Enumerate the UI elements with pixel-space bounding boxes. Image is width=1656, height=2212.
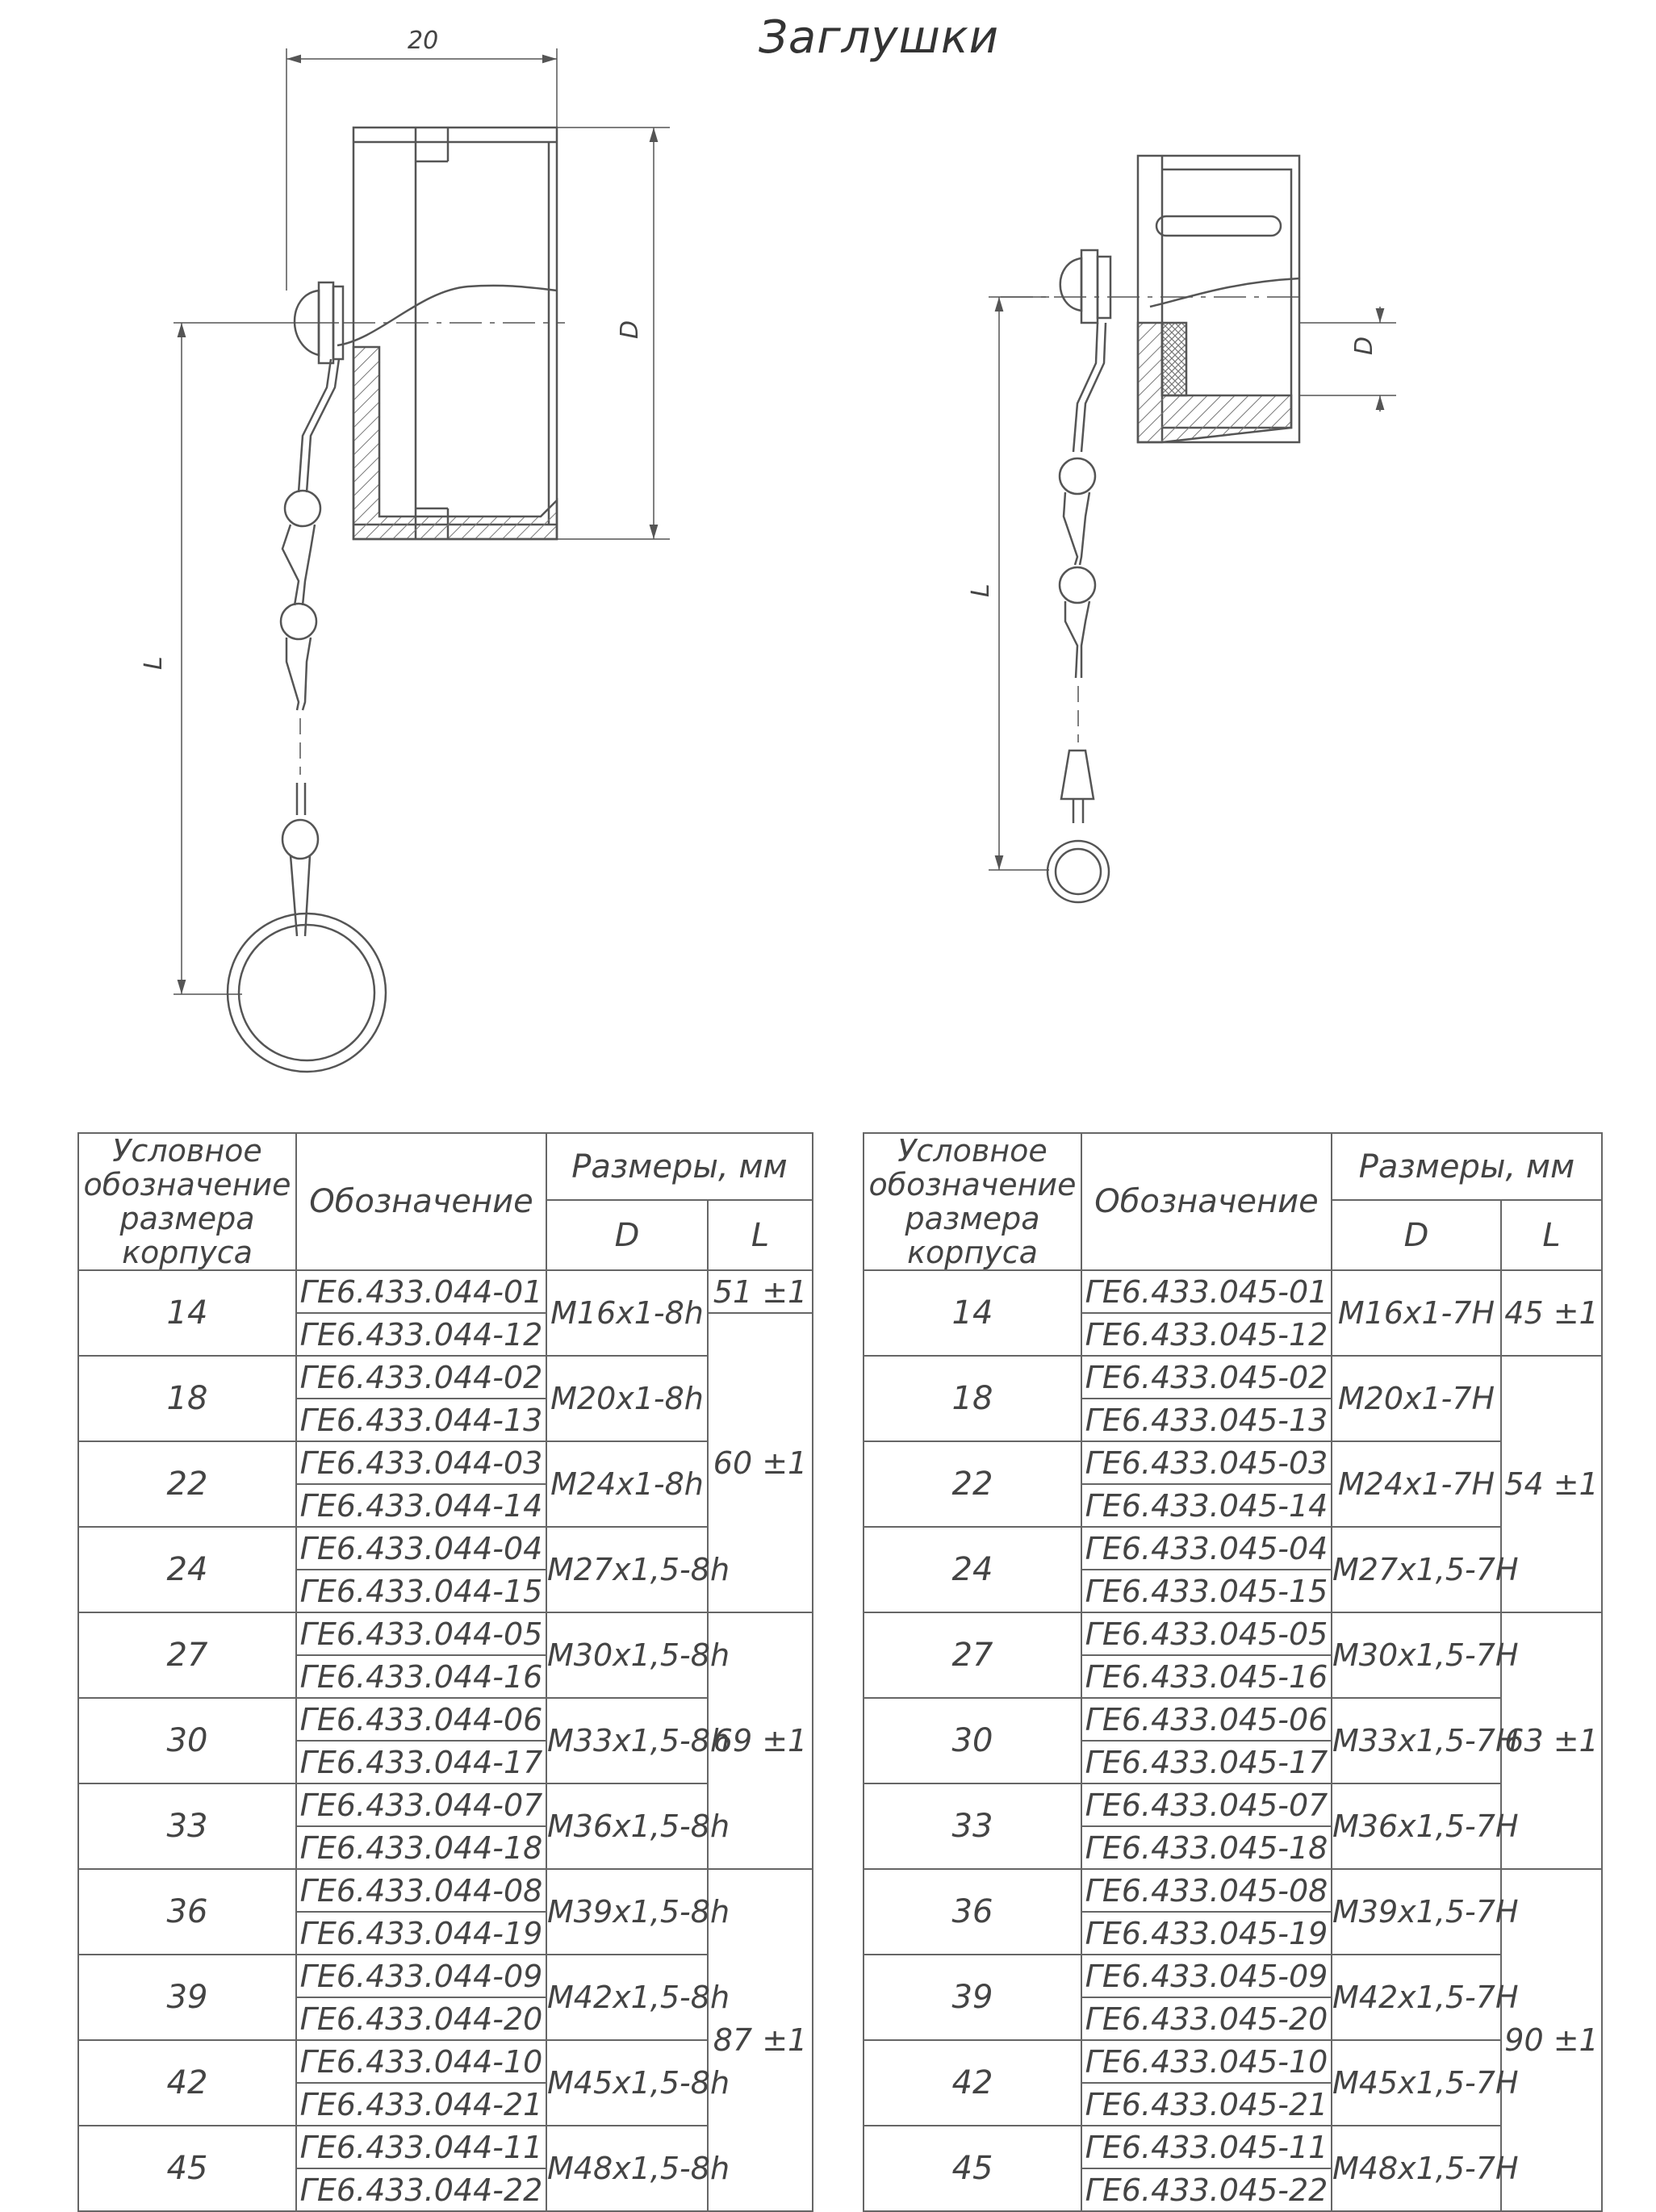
length-cell: 45 ±1 <box>1501 1270 1602 1356</box>
code-cell: ГЕ6.433.044-08 <box>296 1869 546 1912</box>
size-cell: 33 <box>864 1783 1081 1869</box>
code-cell: ГЕ6.433.045-06 <box>1081 1698 1332 1741</box>
code-cell: ГЕ6.433.045-19 <box>1081 1912 1332 1955</box>
header-size: Условное обозначение размера корпуса <box>78 1133 296 1270</box>
header-L: L <box>708 1200 813 1270</box>
thread-cell: M16x1-8h <box>546 1270 708 1356</box>
code-cell: ГЕ6.433.045-07 <box>1081 1783 1332 1826</box>
code-cell: ГЕ6.433.045-16 <box>1081 1655 1332 1698</box>
header-L: L <box>1501 1200 1602 1270</box>
size-cell: 14 <box>78 1270 296 1356</box>
dim-D-label-right: D <box>1350 336 1378 355</box>
size-cell: 18 <box>864 1356 1081 1441</box>
dim-L-label-right: L <box>967 583 995 597</box>
code-cell: ГЕ6.433.044-02 <box>296 1356 546 1399</box>
header-D: D <box>546 1200 708 1270</box>
size-cell: 45 <box>78 2126 296 2211</box>
code-cell: ГЕ6.433.044-21 <box>296 2083 546 2126</box>
code-cell: ГЕ6.433.044-18 <box>296 1826 546 1869</box>
thread-cell: M20x1-8h <box>546 1356 708 1441</box>
code-cell: ГЕ6.433.044-14 <box>296 1484 546 1527</box>
size-cell: 30 <box>78 1698 296 1783</box>
header-dimensions: Размеры, мм <box>546 1133 813 1200</box>
size-cell: 33 <box>78 1783 296 1869</box>
table-044-body <box>78 1270 813 2211</box>
size-cell: 30 <box>864 1698 1081 1783</box>
length-cell: 87 ±1 <box>708 1869 813 2211</box>
code-cell: ГЕ6.433.044-17 <box>296 1741 546 1783</box>
thread-cell: M39x1,5-8h <box>546 1869 708 1955</box>
size-cell: 39 <box>864 1955 1081 2040</box>
code-cell: ГЕ6.433.045-05 <box>1081 1612 1332 1655</box>
thread-cell: M24x1-7H <box>1332 1441 1501 1527</box>
code-cell: ГЕ6.433.044-09 <box>296 1955 546 1997</box>
size-cell: 42 <box>78 2040 296 2126</box>
code-cell: ГЕ6.433.044-05 <box>296 1612 546 1655</box>
thread-cell: M39x1,5-7H <box>1332 1869 1501 1955</box>
header-dimensions: Размеры, мм <box>1332 1133 1602 1200</box>
thread-cell: M36x1,5-8h <box>546 1783 708 1869</box>
size-cell: 24 <box>864 1527 1081 1612</box>
code-cell: ГЕ6.433.045-14 <box>1081 1484 1332 1527</box>
length-cell: 54 ±1 <box>1501 1356 1602 1612</box>
code-cell: ГЕ6.433.045-09 <box>1081 1955 1332 1997</box>
code-cell: ГЕ6.433.044-22 <box>296 2168 546 2211</box>
code-cell: ГЕ6.433.045-12 <box>1081 1313 1332 1356</box>
code-cell: ГЕ6.433.045-04 <box>1081 1527 1332 1570</box>
code-cell: ГЕ6.433.044-07 <box>296 1783 546 1826</box>
code-cell: ГЕ6.433.044-03 <box>296 1441 546 1484</box>
spec-table-045 <box>863 1132 1603 2212</box>
thread-cell: M16x1-7H <box>1332 1270 1501 1356</box>
thread-cell: M30x1,5-8h <box>546 1612 708 1698</box>
code-cell: ГЕ6.433.045-17 <box>1081 1741 1332 1783</box>
plug-left-drawing <box>174 48 670 1072</box>
code-cell: ГЕ6.433.045-10 <box>1081 2040 1332 2083</box>
code-cell: ГЕ6.433.044-01 <box>296 1270 546 1313</box>
code-cell: ГЕ6.433.044-13 <box>296 1399 546 1441</box>
code-cell: ГЕ6.433.045-18 <box>1081 1826 1332 1869</box>
dim-D-label-left: D <box>616 320 644 339</box>
code-cell: ГЕ6.433.045-22 <box>1081 2168 1332 2211</box>
thread-cell: M48x1,5-8h <box>546 2126 708 2211</box>
size-cell: 36 <box>78 1869 296 1955</box>
size-cell: 27 <box>864 1612 1081 1698</box>
thread-cell: M33x1,5-7H <box>1332 1698 1501 1783</box>
code-cell: ГЕ6.433.045-15 <box>1081 1570 1332 1612</box>
thread-cell: M33x1,5-8h <box>546 1698 708 1783</box>
header-D: D <box>1332 1200 1501 1270</box>
code-cell: ГЕ6.433.045-08 <box>1081 1869 1332 1912</box>
thread-cell: M45x1,5-7H <box>1332 2040 1501 2126</box>
code-cell: ГЕ6.433.045-01 <box>1081 1270 1332 1313</box>
code-cell: ГЕ6.433.044-11 <box>296 2126 546 2168</box>
code-cell: ГЕ6.433.044-19 <box>296 1912 546 1955</box>
thread-cell: M27x1,5-7H <box>1332 1527 1501 1612</box>
length-cell: 63 ±1 <box>1501 1612 1602 1869</box>
plug-right-drawing <box>989 156 1396 902</box>
code-cell: ГЕ6.433.044-16 <box>296 1655 546 1698</box>
length-cell: 90 ±1 <box>1501 1869 1602 2211</box>
code-cell: ГЕ6.433.045-03 <box>1081 1441 1332 1484</box>
code-cell: ГЕ6.433.044-12 <box>296 1313 546 1356</box>
thread-cell: M20x1-7H <box>1332 1356 1501 1441</box>
code-cell: ГЕ6.433.045-13 <box>1081 1399 1332 1441</box>
length-cell: 51 ±1 <box>708 1270 813 1313</box>
size-cell: 45 <box>864 2126 1081 2211</box>
code-cell: ГЕ6.433.044-15 <box>296 1570 546 1612</box>
code-cell: ГЕ6.433.045-20 <box>1081 1997 1332 2040</box>
code-cell: ГЕ6.433.044-10 <box>296 2040 546 2083</box>
size-cell: 14 <box>864 1270 1081 1356</box>
size-cell: 42 <box>864 2040 1081 2126</box>
header-designation: Обозначение <box>1081 1133 1332 1270</box>
thread-cell: M24x1-8h <box>546 1441 708 1527</box>
length-cell: 60 ±1 <box>708 1313 813 1612</box>
size-cell: 24 <box>78 1527 296 1612</box>
thread-cell: M27x1,5-8h <box>546 1527 708 1612</box>
size-cell: 22 <box>78 1441 296 1527</box>
thread-cell: M48x1,5-7H <box>1332 2126 1501 2211</box>
code-cell: ГЕ6.433.045-21 <box>1081 2083 1332 2126</box>
size-cell: 27 <box>78 1612 296 1698</box>
size-cell: 36 <box>864 1869 1081 1955</box>
spec-table-044 <box>77 1132 813 2212</box>
header-size: Условное обозначение размера корпуса <box>864 1133 1081 1270</box>
table-045-body <box>864 1270 1602 2211</box>
thread-cell: M30x1,5-7H <box>1332 1612 1501 1698</box>
size-cell: 18 <box>78 1356 296 1441</box>
thread-cell: M42x1,5-7H <box>1332 1955 1501 2040</box>
size-cell: 39 <box>78 1955 296 2040</box>
thread-cell: M45x1,5-8h <box>546 2040 708 2126</box>
thread-cell: M36x1,5-7H <box>1332 1783 1501 1869</box>
code-cell: ГЕ6.433.045-11 <box>1081 2126 1332 2168</box>
code-cell: ГЕ6.433.045-02 <box>1081 1356 1332 1399</box>
dim-L-label-left: L <box>140 656 168 670</box>
code-cell: ГЕ6.433.044-06 <box>296 1698 546 1741</box>
page-title: Заглушки <box>759 11 1000 64</box>
header-designation: Обозначение <box>296 1133 546 1270</box>
thread-cell: M42x1,5-8h <box>546 1955 708 2040</box>
size-cell: 22 <box>864 1441 1081 1527</box>
length-cell: 69 ±1 <box>708 1612 813 1869</box>
code-cell: ГЕ6.433.044-20 <box>296 1997 546 2040</box>
code-cell: ГЕ6.433.044-04 <box>296 1527 546 1570</box>
dim-20-label: 20 <box>408 27 439 55</box>
